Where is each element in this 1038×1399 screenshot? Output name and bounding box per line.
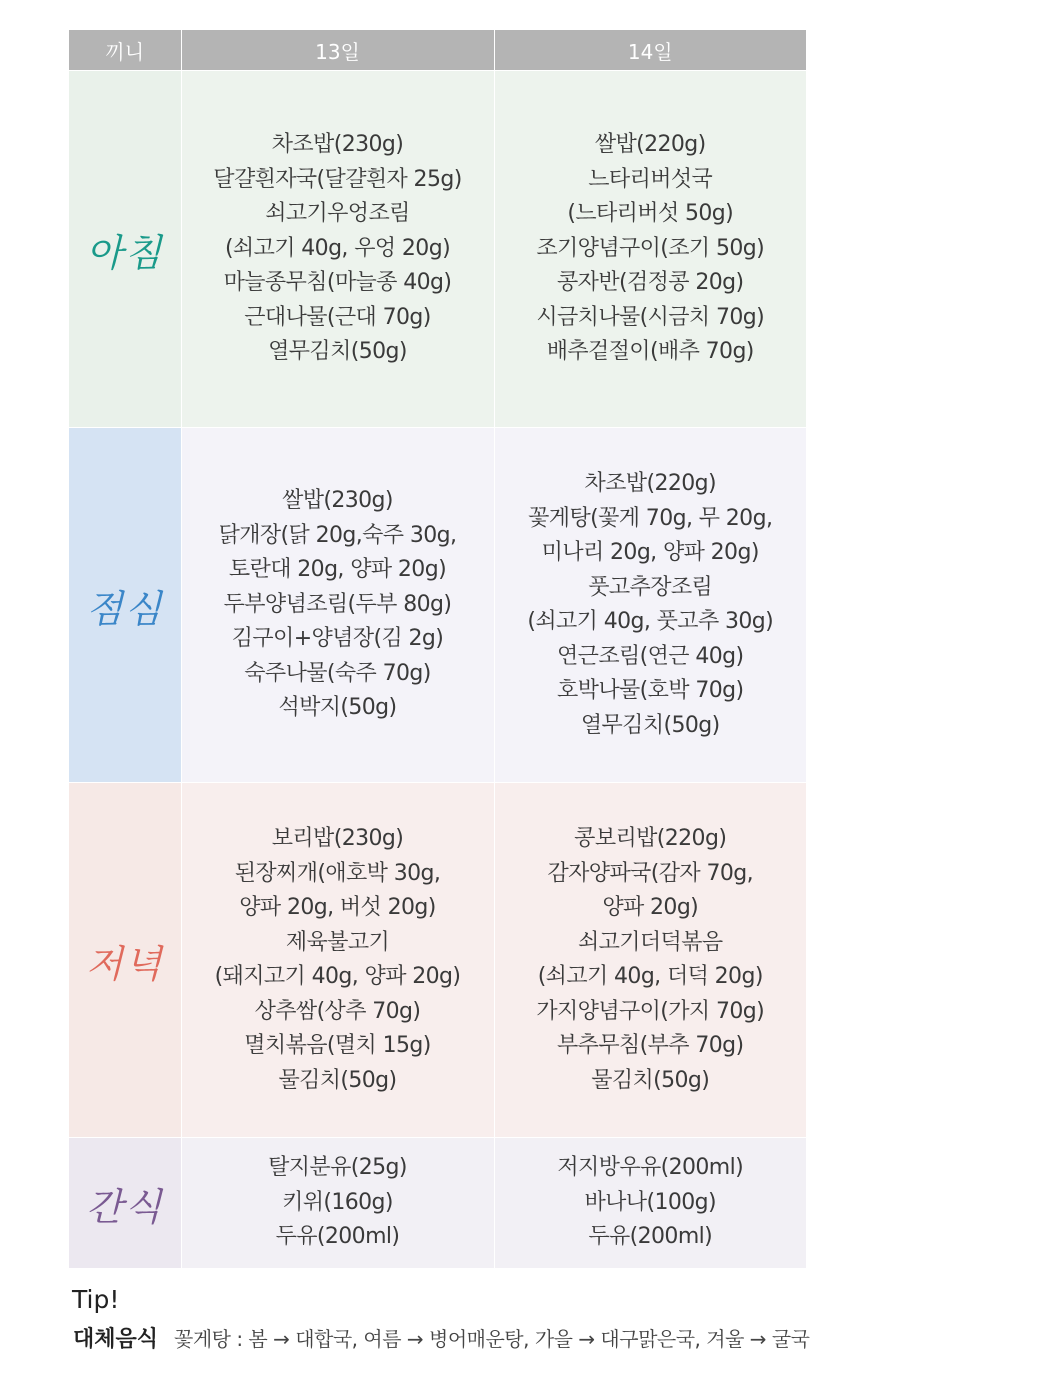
dish-item: 두유(200ml) [275,1224,400,1250]
row-snack [69,1138,806,1269]
table-header-row [69,30,806,71]
meal-plan-table [69,30,806,1268]
dish-item: 쇠고기우엉조림 [265,201,410,227]
dish-item: 저지방우유(200ml) [557,1155,744,1181]
dish-item: 두부양념조림(두부 80g) [223,591,452,617]
row-lunch [69,428,806,783]
dish-item: 느타리버섯국 [588,166,713,192]
dish-item: 가지양념구이(가지 70g) [536,998,765,1024]
meal-label-snack: 간식 [86,1184,164,1229]
dish-item: 물김치(50g) [278,1067,397,1093]
dish-item: 배추겉절이(배추 70g) [546,339,754,365]
dish-item: 차조밥(230g) [271,132,404,158]
substitute-food-text: 꽃게탕 : 봄 → 대합국, 여름 → 병어매운탕, 가을 → 대구맑은국, 겨울 → 굴국 [174,1327,810,1351]
dish-item: 조기양념구이(조기 50g) [536,235,765,261]
dish-item: (느타리버섯 50g) [567,201,734,227]
dish-item: (쇠고기 40g, 풋고추 30g) [527,609,774,634]
dish-item: 김구이+양념장(김 2g) [231,626,444,652]
dish-item: 보리밥(230g) [271,826,404,851]
dish-item: 부추무침(부추 70g) [557,1033,744,1058]
lunch-day-13-dishes [182,484,494,726]
dish-item: 물김치(50g) [591,1067,710,1093]
dish-item: (쇠고기 40g, 우엉 20g) [224,235,451,261]
dish-item: 콩보리밥(220g) [574,826,727,851]
dish-item: 감자양파국(감자 70g, [547,860,753,886]
breakfast-day-13-dishes [182,128,494,370]
dish-item: 꽃게탕(꽃게 70g, 무 20g, [528,505,773,531]
dish-item: 열무김치(50g) [268,339,407,365]
dish-item: 석박지(50g) [278,695,397,721]
dish-item: 된장찌개(애호박 30g, [234,860,441,886]
dish-item: 두유(200ml) [588,1224,713,1250]
dish-item: (돼지고기 40g, 양파 20g) [214,964,461,989]
dish-item: 쇠고기더덕볶음 [577,929,723,955]
snack-day-13-dishes [182,1151,494,1255]
dish-item: 토란대 20g, 양파 20g) [228,557,447,583]
dish-item: 멸치볶음(멸치 15g) [244,1033,431,1058]
header-day-13: 13일 [181,30,494,71]
row-breakfast [69,71,806,428]
dish-item: (쇠고기 40g, 더덕 20g) [537,964,763,989]
dish-item: 열무김치(50g) [580,712,720,738]
dish-item: 탈지분유(25g) [268,1155,407,1181]
dish-item: 제육불고기 [285,929,390,955]
dish-item: 풋고추장조림 [588,574,713,600]
dish-item: 숙주나물(숙주 70g) [244,660,431,686]
snack-day-14-dishes [495,1151,807,1255]
dish-item: 마늘종무침(마늘종 40g) [223,270,452,296]
dish-item: 닭개장(닭 20g,숙주 30g, [218,522,457,548]
substitute-food-title: 대체음식 [73,1327,159,1352]
meal-label-breakfast: 아침 [86,230,164,275]
dish-item: 미나리 20g, 양파 20g) [541,540,759,565]
header-day-14: 14일 [494,30,806,71]
row-dinner [69,783,806,1138]
dish-item: 양파 20g, 버섯 20g) [239,895,436,920]
dish-item: 쌀밥(230g) [282,488,393,514]
substitute-food-note [73,1322,810,1353]
dish-item: 근대나물(근대 70g) [244,304,431,330]
dish-item: 달걀흰자국(달걀흰자 25g) [213,166,462,192]
header-meal: 끼니 [69,30,181,71]
dinner-day-13-dishes [182,822,494,1098]
dish-item: 양파 20g) [602,895,699,920]
dish-item: 콩자반(검정콩 20g) [557,270,744,296]
tip-label: Tip! [72,1285,120,1314]
dish-item: 상추쌈(상추 70g) [254,998,421,1024]
dish-item: 호박나물(호박 70g) [557,678,744,703]
breakfast-day-14-dishes [495,128,807,370]
meal-label-dinner: 저녁 [86,941,164,986]
dish-item: 쌀밥(220g) [594,132,706,158]
dish-item: 차조밥(220g) [584,471,716,496]
dinner-day-14-dishes [495,822,807,1098]
dish-item: 시금치나물(시금치 70g) [536,304,765,330]
meal-label-lunch: 점심 [86,586,164,631]
dish-item: 바나나(100g) [584,1189,716,1215]
dish-item: 키위(160g) [282,1189,393,1215]
lunch-day-14-dishes [495,467,807,743]
dish-item: 연근조림(연근 40g) [557,643,744,669]
